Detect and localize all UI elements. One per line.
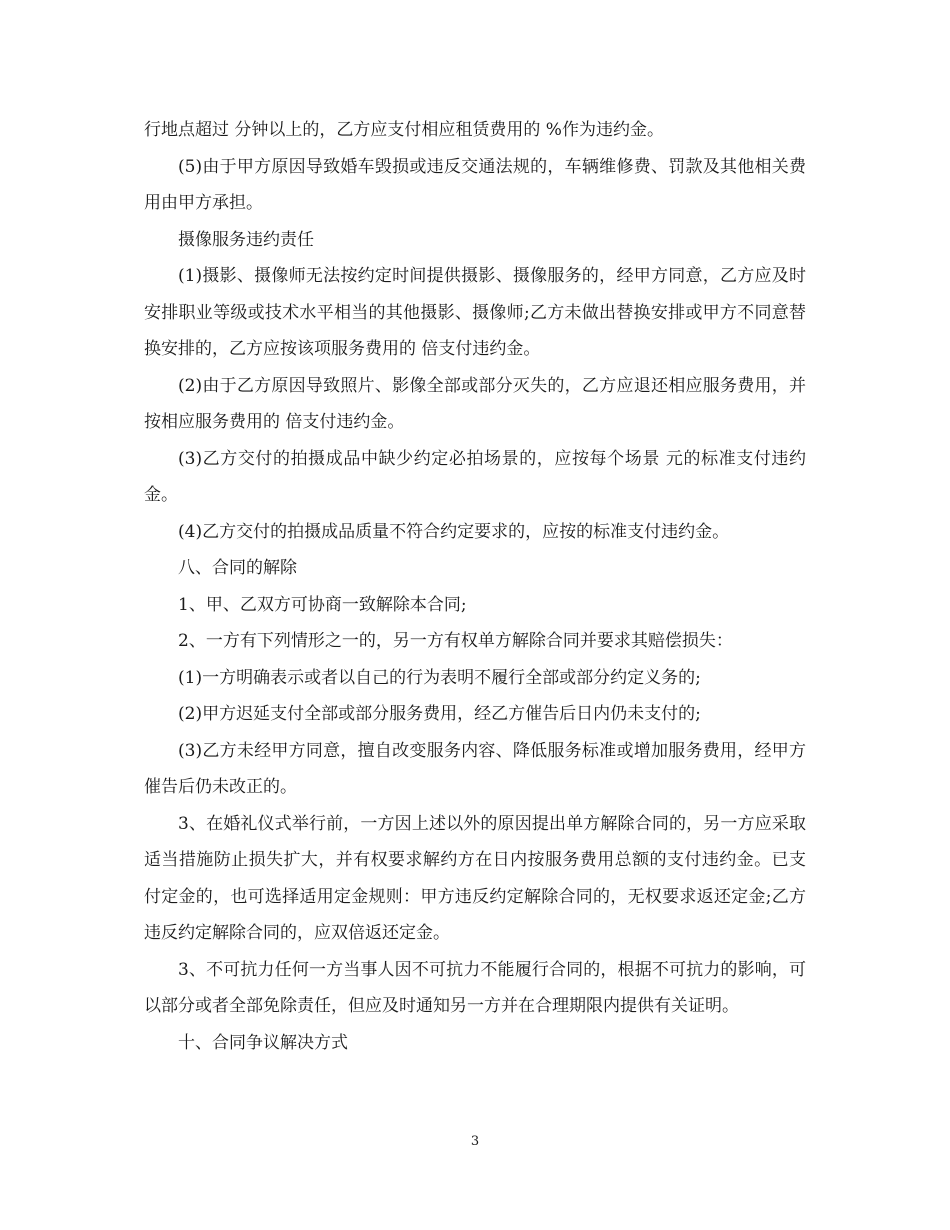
section-heading: 八、合同的解除 [178, 558, 297, 578]
paragraph: (5)由于甲方原因导致婚车毁损或违反交通法规的，车辆维修费、罚款及其他相关费用由甲方承担。 [144, 156, 806, 213]
paragraph: (2)由于乙方原因导致照片、影像全部或部分灭失的，乙方应退还相应服务费用，并按相应服务费用的 倍支付违约金。 [144, 375, 806, 432]
page-number: 3 [470, 1134, 480, 1149]
paragraph: 3、不可抗力任何一方当事人因不可抗力不能履行合同的，根据不可抗力的影响，可以部分或者全部免除责任，但应及时通知另一方并在合理期限内提供有关证明。 [144, 959, 806, 1016]
paragraph: (1)一方明确表示或者以自己的行为表明不履行全部或部分约定义务的; [178, 667, 701, 688]
paragraph: 3、在婚礼仪式举行前，一方因上述以外的原因提出单方解除合同的，另一方应采取适当措施防止损失扩大，并有权要求解约方在日内按服务费用总额的支付违约金。已支付定金的，也可选择适用定金规则：甲方违反约定解除合同的，无权要求返还定金;乙方违反约定解除合同的，应双倍返还定金。 [144, 813, 806, 943]
section-heading: 十、合同争议解决方式 [178, 1032, 348, 1053]
paragraph: 2、一方有下列情形之一的，另一方有权单方解除合同并要求其赔偿损失： [178, 631, 733, 651]
paragraph: 1、甲、乙双方可协商一致解除本合同; [178, 594, 467, 615]
body-text [144, 112, 806, 1061]
paragraph: (4)乙方交付的拍摄成品质量不符合约定要求的，应按的标准支付违约金。 [178, 521, 730, 542]
paragraph: (1)摄影、摄像师无法按约定时间提供摄影、摄像服务的，经甲方同意，乙方应及时安排职业等级或技术水平相当的其他摄影、摄像师;乙方未做出替换安排或甲方不同意替换安排的，乙方应按该项服务费用的 倍支付违约金。 [144, 266, 806, 359]
paragraph: 行地点超过 分钟以上的，乙方应支付相应租赁费用的 %作为违约金。 [144, 120, 664, 140]
paragraph: (3)乙方未经甲方同意，擅自改变服务内容、降低服务标准或增加服务费用，经甲方催告后仍未改正的。 [144, 740, 806, 797]
paragraph: (3)乙方交付的拍摄成品中缺少约定必拍场景的，应按每个场景 元的标准支付违约金。 [144, 448, 806, 505]
section-heading: 摄像服务违约责任 [178, 229, 314, 250]
paragraph: (2)甲方迟延支付全部或部分服务费用，经乙方催告后日内仍未支付的; [178, 704, 701, 724]
